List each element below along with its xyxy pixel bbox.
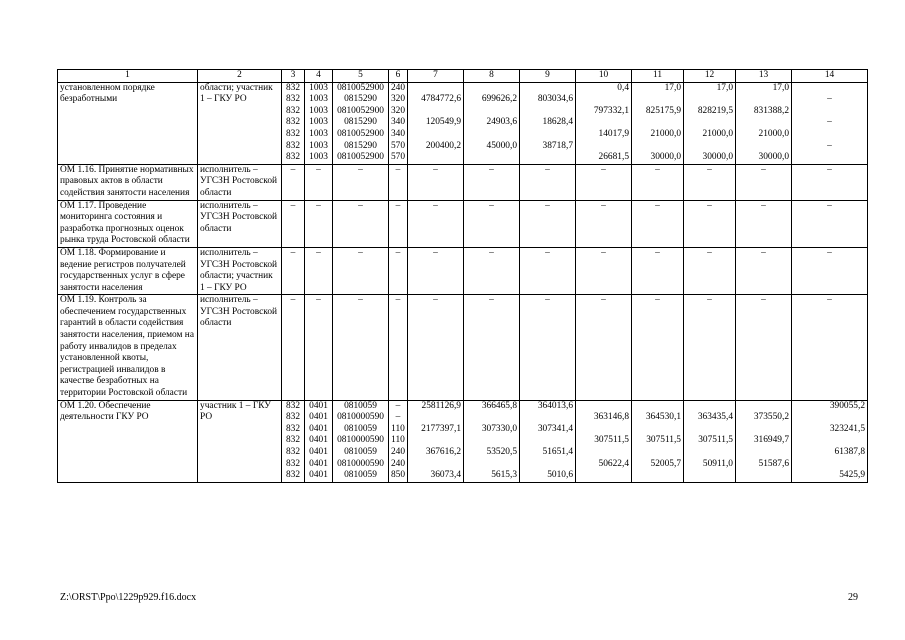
cell-line: 61387,8 bbox=[834, 447, 865, 457]
cell-col-8 bbox=[464, 400, 520, 482]
cell-line bbox=[738, 94, 789, 106]
cell-line bbox=[686, 141, 733, 153]
cell-line: 5010,6 bbox=[547, 470, 573, 481]
cell-dash: – bbox=[736, 247, 792, 294]
cell-col-11 bbox=[632, 82, 684, 164]
cell-dash: – bbox=[408, 295, 464, 400]
cell-dash: – bbox=[305, 164, 333, 200]
cell-line: 1003 bbox=[309, 140, 328, 151]
cell-line: 240 bbox=[390, 458, 406, 469]
cell-line: 0810000590 bbox=[337, 412, 384, 423]
cell-col-11 bbox=[632, 400, 684, 482]
header-cell-12: 12 bbox=[684, 70, 736, 83]
cell-col-13 bbox=[736, 400, 792, 482]
cell-dash: – bbox=[389, 247, 408, 294]
cell-col-14 bbox=[792, 82, 868, 164]
cell-line: 51587,6 bbox=[758, 458, 789, 469]
cell-line: 363435,4 bbox=[697, 412, 733, 423]
cell-line: 832 bbox=[285, 447, 301, 457]
cell-col-8 bbox=[464, 82, 520, 164]
cell-dash: – bbox=[389, 200, 408, 247]
cell-dash: – bbox=[282, 200, 305, 247]
cell-description: ОМ 1.19. Контроль за обеспечением государственных гарантий в области содействия занятости населения, приемом на работу инвалидов в пределах установленной квоты, регистрацией инвалидов в качестве безработных на территории Ростовской области bbox=[58, 295, 198, 400]
cell-dash: – bbox=[520, 200, 576, 247]
cell-dash: – bbox=[792, 200, 868, 247]
cell-line: 323241,5 bbox=[829, 423, 865, 434]
cell-line bbox=[578, 401, 629, 413]
cell-line bbox=[686, 470, 733, 482]
cell-line: 366465,8 bbox=[481, 400, 517, 411]
cell-line: 832 bbox=[285, 117, 301, 128]
cell-line bbox=[522, 106, 573, 118]
cell-dash: – bbox=[305, 247, 333, 294]
cell-line: 50911,0 bbox=[702, 458, 733, 469]
cell-line bbox=[522, 459, 573, 471]
cell-line: 831388,2 bbox=[753, 105, 789, 116]
cell-line bbox=[738, 141, 789, 153]
cell-dash: – bbox=[576, 200, 632, 247]
cell-dash: – bbox=[305, 200, 333, 247]
cell-line bbox=[634, 94, 681, 106]
cell-line bbox=[634, 470, 681, 482]
cell-line bbox=[466, 83, 517, 95]
cell-line: 5615,3 bbox=[491, 470, 517, 481]
cell-responsible: исполнитель – УГСЗН Ростовской области bbox=[198, 164, 282, 200]
footer-file-path: Z:\ORST\Ppo\1229p929.f16.docx bbox=[60, 592, 197, 603]
cell-line: 364013,6 bbox=[537, 400, 573, 411]
cell-line bbox=[794, 435, 865, 447]
cell-line bbox=[634, 141, 681, 153]
cell-line bbox=[522, 129, 573, 141]
cell-line: 832 bbox=[285, 412, 301, 423]
cell-line bbox=[634, 117, 681, 129]
cell-line: 0810052900 bbox=[337, 152, 384, 163]
cell-line bbox=[794, 83, 865, 95]
cell-dash: – bbox=[464, 247, 520, 294]
cell-dash: – bbox=[282, 247, 305, 294]
cell-dash: – bbox=[389, 164, 408, 200]
cell-line: 0810052900 bbox=[337, 82, 384, 93]
cell-line: 50622,4 bbox=[598, 458, 629, 469]
cell-line bbox=[578, 94, 629, 106]
cell-line: 307511,5 bbox=[646, 435, 681, 446]
cell-col-4 bbox=[305, 82, 333, 164]
cell-dash: – bbox=[408, 200, 464, 247]
cell-description: ОМ 1.20. Обеспечение деятельности ГКУ РО bbox=[58, 400, 198, 482]
cell-line: 17,0 bbox=[664, 82, 681, 93]
cell-dash: – bbox=[736, 200, 792, 247]
cell-dash: – bbox=[333, 164, 389, 200]
header-cell-8: 8 bbox=[464, 70, 520, 83]
cell-line: 1003 bbox=[309, 105, 328, 116]
cell-line: 832 bbox=[285, 94, 301, 105]
cell-line: 2177397,1 bbox=[421, 423, 461, 434]
cell-line: 390055,2 bbox=[829, 400, 865, 411]
cell-line: 699626,2 bbox=[481, 94, 517, 105]
header-cell-5: 5 bbox=[333, 70, 389, 83]
table-row bbox=[58, 164, 868, 200]
cell-line: 307341,4 bbox=[537, 423, 573, 434]
cell-col-13 bbox=[736, 82, 792, 164]
cell-description: ОМ 1.17. Проведение мониторинга состояния и разработка прогнозных оценок рынка труда Ростовской области bbox=[58, 200, 198, 247]
cell-line: 307511,5 bbox=[698, 435, 733, 446]
cell-line: – bbox=[827, 117, 832, 128]
cell-col-6 bbox=[389, 400, 408, 482]
cell-dash: – bbox=[333, 200, 389, 247]
cell-line bbox=[794, 412, 865, 424]
table-row bbox=[58, 295, 868, 400]
cell-description: ОМ 1.16. Принятие нормативных правовых актов в области содействия занятости населения bbox=[58, 164, 198, 200]
cell-description: ОМ 1.18. Формирование и ведение регистров получателей государственных услуг в сфере занятости населения bbox=[58, 247, 198, 294]
cell-line bbox=[738, 447, 789, 459]
cell-line: 2581126,9 bbox=[421, 400, 461, 411]
cell-dash: – bbox=[684, 295, 736, 400]
cell-col-5 bbox=[333, 82, 389, 164]
cell-line: 0401 bbox=[309, 458, 328, 469]
cell-line: 832 bbox=[285, 82, 301, 93]
cell-dash: – bbox=[632, 200, 684, 247]
table-row-om-1-20 bbox=[58, 400, 868, 482]
cell-col-10 bbox=[576, 82, 632, 164]
cell-line: 17,0 bbox=[716, 82, 733, 93]
cell-dash: – bbox=[632, 247, 684, 294]
cell-col-7 bbox=[408, 82, 464, 164]
cell-line bbox=[578, 117, 629, 129]
cell-dash: – bbox=[333, 295, 389, 400]
cell-line: 0815290 bbox=[344, 140, 377, 151]
cell-line: 0,4 bbox=[617, 82, 629, 93]
cell-line: 0401 bbox=[309, 400, 328, 411]
cell-line: 0401 bbox=[309, 412, 328, 423]
cell-line: 14017,9 bbox=[598, 128, 629, 139]
header-cell-10: 10 bbox=[576, 70, 632, 83]
header-cell-14: 14 bbox=[792, 70, 868, 83]
cell-line: 30000,0 bbox=[650, 152, 681, 163]
cell-line: 30000,0 bbox=[758, 152, 789, 163]
cell-col-9 bbox=[520, 82, 576, 164]
cell-line bbox=[634, 424, 681, 436]
cell-line: 0810000590 bbox=[337, 435, 384, 446]
cell-description: установленном порядке безработными bbox=[58, 82, 198, 164]
cell-line bbox=[738, 424, 789, 436]
cell-col-4 bbox=[305, 400, 333, 482]
cell-dash: – bbox=[792, 164, 868, 200]
header-cell-4: 4 bbox=[305, 70, 333, 83]
cell-line bbox=[686, 94, 733, 106]
cell-line bbox=[738, 117, 789, 129]
cell-line bbox=[410, 459, 461, 471]
cell-line bbox=[578, 141, 629, 153]
cell-line bbox=[522, 83, 573, 95]
header-cell-7: 7 bbox=[408, 70, 464, 83]
cell-dash: – bbox=[576, 164, 632, 200]
cell-line: 21000,0 bbox=[758, 128, 789, 139]
cell-line bbox=[578, 447, 629, 459]
cell-line: 0401 bbox=[309, 435, 328, 446]
cell-line bbox=[410, 412, 461, 424]
cell-line bbox=[466, 412, 517, 424]
cell-line bbox=[466, 459, 517, 471]
cell-line bbox=[410, 129, 461, 141]
cell-dash: – bbox=[684, 200, 736, 247]
cell-line: 828219,5 bbox=[697, 105, 733, 116]
header-cell-2: 2 bbox=[198, 70, 282, 83]
cell-line: 0810059 bbox=[344, 447, 377, 457]
cell-line: 0810059 bbox=[344, 470, 377, 481]
cell-line: 24903,6 bbox=[486, 117, 517, 128]
cell-line bbox=[466, 435, 517, 447]
cell-dash: – bbox=[464, 295, 520, 400]
cell-line: 1003 bbox=[309, 82, 328, 93]
cell-line: 832 bbox=[285, 400, 301, 411]
cell-line: 570 bbox=[390, 152, 406, 163]
cell-line: 110 bbox=[391, 423, 405, 434]
cell-line: 832 bbox=[285, 152, 301, 163]
cell-dash: – bbox=[464, 164, 520, 200]
cell-dash: – bbox=[408, 164, 464, 200]
cell-dash: – bbox=[282, 164, 305, 200]
header-cell-3: 3 bbox=[282, 70, 305, 83]
cell-dash: – bbox=[282, 295, 305, 400]
cell-line bbox=[410, 435, 461, 447]
table-row-continued bbox=[58, 82, 868, 164]
cell-line bbox=[410, 83, 461, 95]
cell-col-14 bbox=[792, 400, 868, 482]
cell-dash: – bbox=[684, 164, 736, 200]
cell-dash: – bbox=[464, 200, 520, 247]
cell-responsible: участник 1 – ГКУ РО bbox=[198, 400, 282, 482]
cell-col-9 bbox=[520, 400, 576, 482]
cell-line: 320 bbox=[390, 105, 406, 116]
cell-dash: – bbox=[736, 295, 792, 400]
cell-line bbox=[522, 435, 573, 447]
cell-line: 5425,9 bbox=[839, 470, 865, 481]
header-cell-13: 13 bbox=[736, 70, 792, 83]
cell-line: 240 bbox=[390, 82, 406, 93]
cell-line: 570 bbox=[390, 140, 406, 151]
cell-line bbox=[410, 106, 461, 118]
cell-line: – bbox=[827, 94, 832, 105]
cell-dash: – bbox=[408, 247, 464, 294]
cell-line bbox=[686, 117, 733, 129]
cell-line: 21000,0 bbox=[702, 128, 733, 139]
header-cell-6: 6 bbox=[389, 70, 408, 83]
cell-responsible: исполнитель – УГСЗН Ростовской области; участник 1 – ГКУ РО bbox=[198, 247, 282, 294]
cell-line bbox=[794, 106, 865, 118]
cell-line: 38718,7 bbox=[542, 140, 573, 151]
cell-col-7 bbox=[408, 400, 464, 482]
header-cell-11: 11 bbox=[632, 70, 684, 83]
cell-line bbox=[794, 129, 865, 141]
cell-col-6 bbox=[389, 82, 408, 164]
cell-dash: – bbox=[520, 247, 576, 294]
cell-line bbox=[738, 401, 789, 413]
cell-line: 825175,9 bbox=[645, 105, 681, 116]
cell-col-3 bbox=[282, 82, 305, 164]
cell-line bbox=[634, 401, 681, 413]
cell-responsible: исполнитель – УГСЗН Ростовской области bbox=[198, 200, 282, 247]
cell-dash: – bbox=[576, 247, 632, 294]
cell-responsible: исполнитель – УГСЗН Ростовской области bbox=[198, 295, 282, 400]
cell-line bbox=[466, 129, 517, 141]
cell-dash: – bbox=[632, 295, 684, 400]
page-number: 29 bbox=[848, 592, 858, 603]
cell-dash: – bbox=[389, 295, 408, 400]
cell-line: 18628,4 bbox=[542, 117, 573, 128]
cell-line: 1003 bbox=[309, 94, 328, 105]
cell-line: 340 bbox=[390, 128, 406, 139]
cell-line bbox=[686, 447, 733, 459]
data-table bbox=[57, 69, 868, 483]
cell-line bbox=[738, 470, 789, 482]
cell-line: 367616,2 bbox=[425, 447, 461, 457]
cell-line bbox=[522, 412, 573, 424]
cell-dash: – bbox=[792, 295, 868, 400]
cell-line: 45000,0 bbox=[486, 140, 517, 151]
cell-line bbox=[686, 424, 733, 436]
cell-line: 363146,8 bbox=[593, 412, 629, 423]
header-cell-1: 1 bbox=[58, 70, 198, 83]
cell-line: 797332,1 bbox=[593, 105, 629, 116]
cell-line: 1003 bbox=[309, 128, 328, 139]
cell-line: – bbox=[827, 140, 832, 151]
cell-dash: – bbox=[520, 164, 576, 200]
cell-line: 307330,0 bbox=[481, 423, 517, 434]
cell-line: 850 bbox=[390, 470, 406, 481]
cell-line bbox=[466, 106, 517, 118]
cell-line: 320 bbox=[390, 94, 406, 105]
cell-dash: – bbox=[520, 295, 576, 400]
cell-line: 0815290 bbox=[344, 94, 377, 105]
cell-line: 200400,2 bbox=[425, 140, 461, 151]
cell-line: 0810052900 bbox=[337, 105, 384, 116]
cell-line: 832 bbox=[285, 140, 301, 151]
cell-line: 832 bbox=[285, 458, 301, 469]
cell-line bbox=[522, 152, 573, 164]
cell-col-5 bbox=[333, 400, 389, 482]
cell-line: 0810059 bbox=[344, 423, 377, 434]
cell-line: 832 bbox=[285, 470, 301, 481]
cell-line: 307511,5 bbox=[594, 435, 629, 446]
cell-col-12 bbox=[684, 82, 736, 164]
cell-line: 0401 bbox=[309, 470, 328, 481]
cell-line bbox=[578, 470, 629, 482]
cell-line: 1003 bbox=[309, 152, 328, 163]
cell-line: 53520,5 bbox=[486, 447, 517, 457]
cell-line: 0401 bbox=[309, 423, 328, 434]
cell-dash: – bbox=[736, 164, 792, 200]
cell-col-10 bbox=[576, 400, 632, 482]
cell-line bbox=[410, 152, 461, 164]
cell-line: 0810052900 bbox=[337, 128, 384, 139]
cell-line bbox=[634, 447, 681, 459]
cell-line: 1003 bbox=[309, 117, 328, 128]
cell-line: 316949,7 bbox=[753, 435, 789, 446]
cell-line bbox=[686, 401, 733, 413]
cell-dash: – bbox=[305, 295, 333, 400]
cell-dash: – bbox=[333, 247, 389, 294]
cell-col-12 bbox=[684, 400, 736, 482]
header-cell-9: 9 bbox=[520, 70, 576, 83]
cell-line: 803034,6 bbox=[537, 94, 573, 105]
cell-line: – bbox=[395, 400, 401, 411]
cell-dash: – bbox=[792, 247, 868, 294]
header-row bbox=[58, 70, 868, 83]
cell-line: 17,0 bbox=[772, 82, 789, 93]
cell-line: 26681,5 bbox=[598, 152, 629, 163]
cell-line: 373550,2 bbox=[753, 412, 789, 423]
cell-line: 0810059 bbox=[344, 400, 377, 411]
cell-col-3 bbox=[282, 400, 305, 482]
cell-line: 52005,7 bbox=[650, 458, 681, 469]
cell-line: 30000,0 bbox=[702, 152, 733, 163]
cell-line: 832 bbox=[285, 423, 301, 434]
cell-line: 832 bbox=[285, 128, 301, 139]
cell-line: 21000,0 bbox=[650, 128, 681, 139]
cell-dash: – bbox=[632, 164, 684, 200]
cell-line: 36073,4 bbox=[430, 470, 461, 481]
cell-line: 4784772,6 bbox=[421, 94, 461, 105]
cell-line: 0815290 bbox=[344, 117, 377, 128]
table-row bbox=[58, 247, 868, 294]
cell-dash: – bbox=[684, 247, 736, 294]
cell-line bbox=[578, 424, 629, 436]
cell-dash: – bbox=[576, 295, 632, 400]
cell-line bbox=[794, 152, 865, 164]
cell-line: 240 bbox=[390, 447, 406, 457]
cell-line bbox=[794, 459, 865, 471]
cell-line: 51651,4 bbox=[542, 447, 573, 457]
table-row bbox=[58, 200, 868, 247]
cell-responsible: области; участник 1 – ГКУ РО bbox=[198, 82, 282, 164]
cell-line: – bbox=[395, 412, 401, 423]
cell-line: 0401 bbox=[309, 447, 328, 457]
cell-line: 110 bbox=[391, 435, 405, 446]
cell-line: 832 bbox=[285, 105, 301, 116]
cell-line: 364530,1 bbox=[645, 412, 681, 423]
cell-line: 0810000590 bbox=[337, 458, 384, 469]
cell-line: 120549,9 bbox=[425, 117, 461, 128]
cell-line: 340 bbox=[390, 117, 406, 128]
cell-line bbox=[466, 152, 517, 164]
cell-line: 832 bbox=[285, 435, 301, 446]
